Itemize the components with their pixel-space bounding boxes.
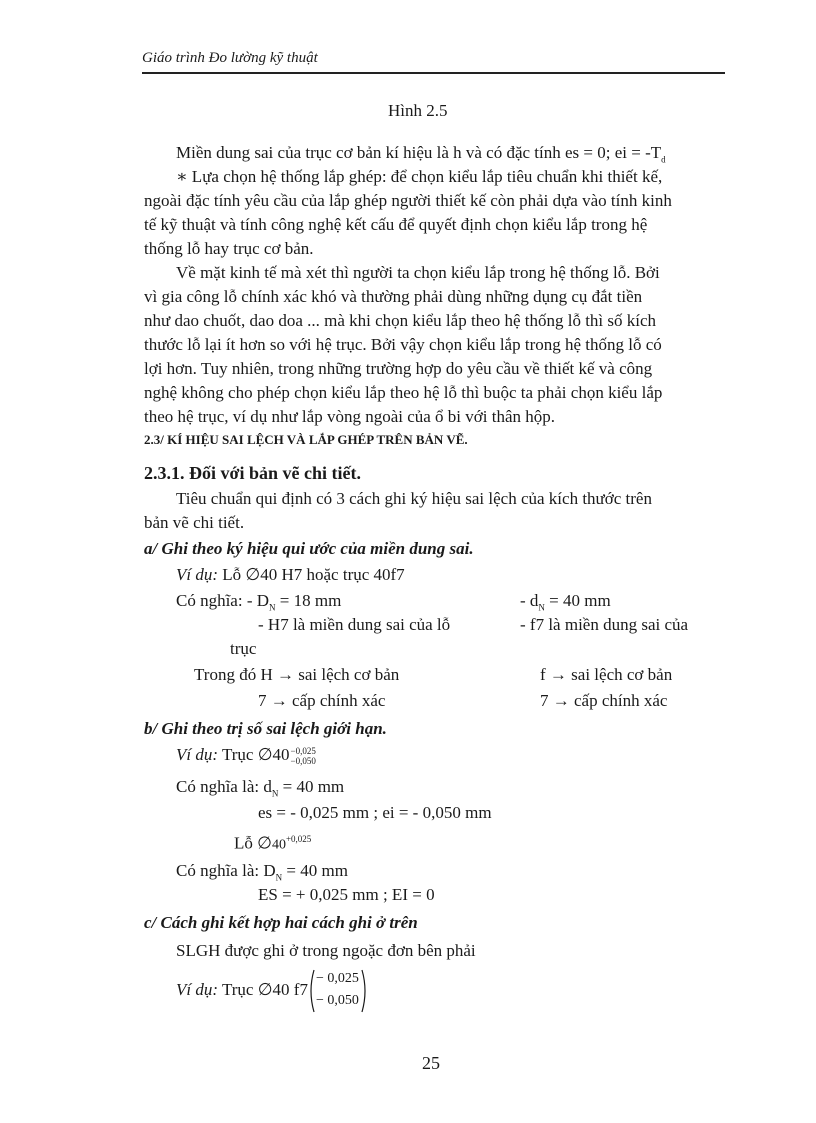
p2-line-2: ngoài đặc tính yêu cầu của lắp ghép người thiết kế còn phải dựa vào tính kinh [144,191,672,210]
grade-left: 7 → cấp chính xác [258,691,386,710]
p3-line-5: lợi hơn. Tuy nhiên, trong những trường hợp do yêu cầu về thiết kế và công [144,359,653,378]
where-left: Trong đó H → sai lệch cơ bản [194,665,400,684]
section-heading: 2.3/ KÍ HIỆU SAI LỆCH VÀ LẮP GHÉP TRÊN BẢN VẼ. [144,432,468,447]
p2-line-1: ∗ Lựa chọn hệ thống lắp ghép: để chọn kiểu lắp tiêu chuẩn khi thiết kế, [176,167,663,186]
figure-caption: Hình 2.5 [388,101,448,120]
heading-a: a/ Ghi theo ký hiệu qui ước của miền dung sai. [144,539,474,558]
shaft-deviations: es = - 0,025 mm ; ei = - 0,050 mm [258,803,492,822]
left-2b: trục [230,639,257,658]
where-right: f → sai lệch cơ bản [540,665,673,684]
right-1: - $d_N = 40$ mm [520,591,611,613]
right-2: - f7 là miền dung sai của [520,615,689,634]
example-b [176,744,316,766]
meaning-b-1: Có nghĩa là: $d_N = 40$ mm [176,777,345,799]
hole-deviations: ES = + 0,025 mm ; EI = 0 [258,885,435,904]
example-a [176,564,405,586]
left-2a: - H7 là miền dung sai của lỗ [258,615,451,634]
example-text: Trục ∅40 f7 [221,980,308,999]
p3-line-4: thước lỗ lại ít hơn so với hệ trục. Bởi vậy chọn kiểu lắp trong hệ thống lỗ có [144,335,662,354]
p3-line-7: theo hệ trục, ví dụ như lắp vòng ngoài của ổ bi với thân hộp. [144,407,556,426]
heading-c: c/ Cách ghi kết hợp hai cách ghi ở trên [144,913,418,932]
example-c [176,966,368,1014]
p3-line-6: nghệ không cho phép chọn kiểu lắp theo hệ lỗ thì buộc ta phải chọn kiểu lắp [144,383,663,402]
meaning-b-2: Có nghĩa là: $D_N = 40$ mm [176,861,348,883]
left-1: - $D_N = 18$ mm [246,591,342,613]
paragraph-text: Miền dung sai của trục cơ bản kí hiệu là h và có đặc tính es = 0; ei = -T [176,143,662,162]
p3-line-3: như dao chuốt, dao doa ... mà khi chọn kiểu lắp theo hệ thống lỗ thì số kích [144,311,657,330]
meaning-label: Có nghĩa: [176,591,243,610]
p2-line-4: thống lỗ hay trục cơ bản. [144,239,314,258]
p2-line-3: tế kỹ thuật và tính công nghệ kết cấu để quyết định chọn kiểu lắp trong hệ [144,215,648,234]
p4-line-1: Tiêu chuẩn qui định có 3 cách ghi ký hiệu sai lệch của kích thước trên [176,489,652,508]
p3-line-1: Về mặt kinh tế mà xét thì người ta chọn kiểu lắp trong hệ thống lỗ. Bởi [176,263,660,282]
example-label: Ví dụ: [176,745,219,764]
deviation-stack: −0,025 −0,050 [290,746,316,767]
example-text: Trục ∅40 [221,745,290,764]
heading-b: b/ Ghi theo trị số sai lệch giới hạn. [144,719,387,738]
p3-line-2: vì gia công lỗ chính xác khó và thường phải dùng những dụng cụ đắt tiền [144,287,643,306]
deviation-parentheses: − 0,025 − 0,050 [308,968,368,1014]
page-number: 25 [422,1053,440,1073]
hole-example: Lỗ $\emptyset 40^{+0,025}$ [234,833,312,853]
subscript: d [661,154,666,165]
header-rule [142,72,725,74]
running-header: Giáo trình Đo lường kỹ thuật [142,50,318,66]
example-label: Ví dụ: [176,980,219,999]
grade-right: 7 → cấp chính xác [540,691,668,710]
example-label: Ví dụ: [176,565,219,584]
subsection-heading: 2.3.1. Đối với bản vẽ chi tiết. [144,463,361,483]
p4-line-2: bản vẽ chi tiết. [144,513,245,532]
note-c: SLGH được ghi ở trong ngoặc đơn bên phải [176,941,476,960]
example-text: Lỗ ∅40 H7 hoặc trục 40f7 [222,565,405,584]
